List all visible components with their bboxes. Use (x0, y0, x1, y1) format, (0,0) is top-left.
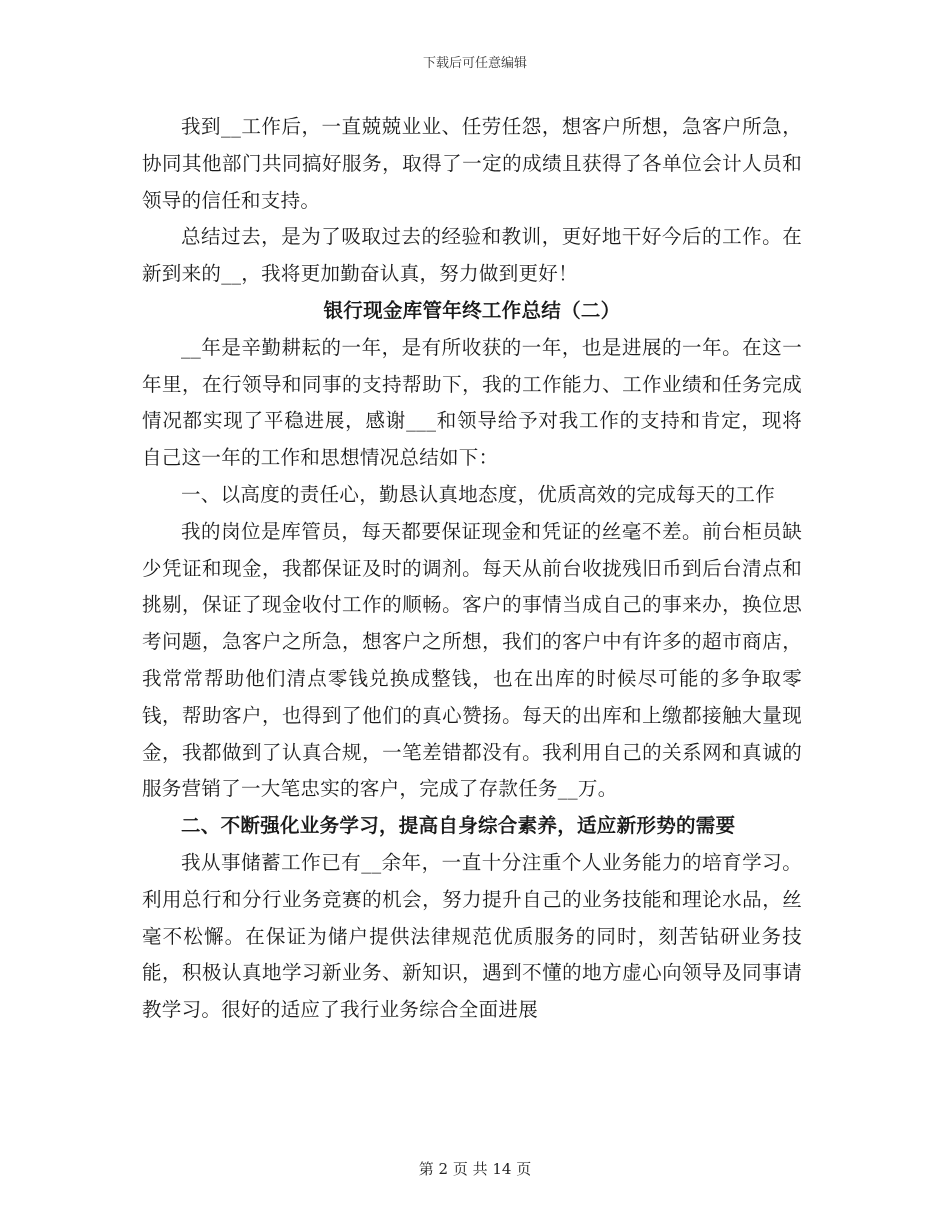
document-body (142, 109, 802, 1029)
heading-one: 一、以高度的责任心，勤恳认真地态度，优质高效的完成每天的工作 (181, 482, 776, 506)
paragraph-duties: 我的岗位是库管员，每天都要保证现金和凭证的丝毫不差。前台柜员缺少凭证和现金，我都保证及时的调剂。每天从前台收拢残旧币到后台清点和挑剔，保证了现金收付工作的顺畅。客户的事情当成自己的事来办，换位思考问题，急客户之所急，想客户之所想，我们的客户中有许多的超市商店，我常常帮助他们清点零钱兑换成整钱，也在出库的时候尽可能的多争取零钱，帮助客户，也得到了他们的真心赞扬。每天的出库和上缴都接触大量现金，我都做到了认真合规，一笔差错都没有。我利用自己的关系网和真诚的服务营销了一大笔忠实的客户，完成了存款任务__万。 (142, 519, 802, 801)
paragraph-summary: 总结过去，是为了吸取过去的经验和教训，更好地干好今后的工作。在新到来的__，我将更加勤奋认真，努力做到更好！ (142, 225, 802, 286)
heading-two: 二、不断强化业务学习，提高自身综合素养，适应新形势的需要 (181, 814, 736, 838)
paragraph-year-overview: __年是辛勤耕耘的一年，是有所收获的一年，也是进展的一年。在这一年里，在行领导和同事的支持帮助下，我的工作能力、工作业绩和任务完成情况都实现了平稳进展，感谢___和领导给予对我工作的支持和肯定，现将自己这一年的工作和思想情况总结如下： (142, 335, 802, 470)
page-number: 第 2 页 共 14 页 (418, 1160, 532, 1178)
section-title: 银行现金库管年终工作总结（二） (323, 298, 621, 322)
paragraph-study: 我从事储蓄工作已有__余年，一直十分注重个人业务能力的培育学习。利用总行和分行业务竞赛的机会，努力提升自己的业务技能和理论水品，丝毫不松懈。在保证为储户提供法律规范优质服务的同时，刻苦钻研业务技能，积极认真地学习新业务、新知识，遇到不懂的地方虚心向领导及同事请教学习。很好的适应了我行业务综合全面进展 (142, 850, 802, 1022)
page-header: 下载后可任意编辑 (422, 56, 527, 71)
paragraph-intro: 我到__工作后，一直兢兢业业、任劳任怨，想客户所想，急客户所急，协同其他部门共同搞好服务，取得了一定的成绩且获得了各单位会计人员和领导的信任和支持。 (142, 115, 802, 212)
